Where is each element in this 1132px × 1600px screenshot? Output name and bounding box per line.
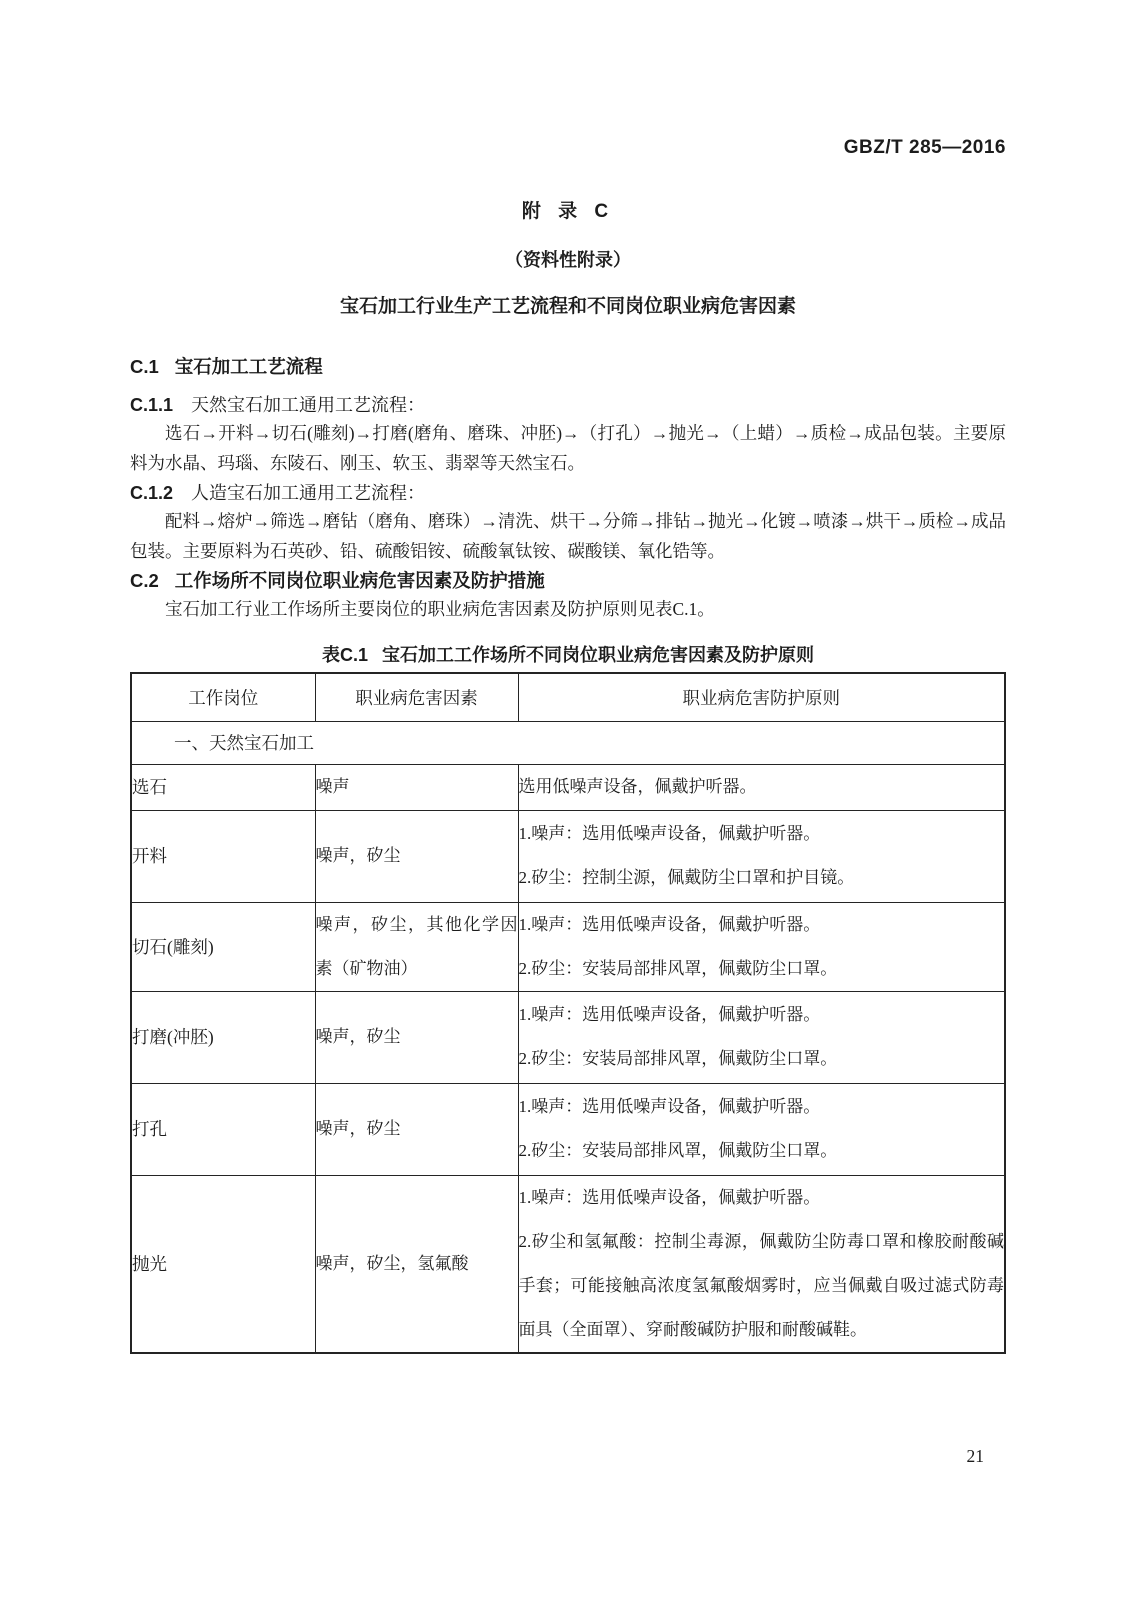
measures-cell [518,1083,1005,1175]
measures-cell [518,1175,1005,1353]
measures-cell [518,991,1005,1083]
post-cell: 选石 [131,764,315,810]
clause-c12-paragraph: 配料→熔炉→筛选→磨钻（磨角、磨珠）→清洗、烘干→分筛→排钻→抛光→化镀→喷漆→烘干→质检→成品包装。主要原料为石英砂、铅、硫酸铝铵、硫酸氧钛铵、碳酸镁、氧化锆等。 [130,511,1006,561]
table-caption [130,642,1006,668]
clause-c11-heading [130,392,1006,418]
clause-c11-paragraph: 选石→开料→切石(雕刻)→打磨(磨角、磨珠、冲胚)→（打孔）→抛光→（上蜡）→质检→成品包装。主要原料为水晶、玛瑙、东陵石、刚玉、软玉、翡翠等天然宝石。 [130,423,1006,473]
clause-c12-heading [130,480,1006,506]
measures-cell [518,810,1005,902]
measure-line: 1.噪声：选用低噪声设备，佩戴护听器。 [518,1187,821,1207]
appendix-note: （资料性附录） [505,250,631,270]
appendix-label: 附 录 C [521,201,615,222]
standard-number: GBZ/T 285—2016 [843,137,1006,158]
clause-c11-title: 天然宝石加工通用工艺流程： [191,395,426,415]
table-header-row [131,673,1005,721]
measure-line: 1.噪声：选用低噪声设备，佩戴护听器。 [518,1005,821,1024]
measure-line: 2.矽尘：安装局部排风罩，佩戴防尘口罩。 [518,1049,838,1068]
clause-c2-title: 工作场所不同岗位职业病危害因素及防护措施 [174,570,545,591]
table-section-row [131,721,1005,764]
clause-c2-paragraph: 宝石加工行业工作场所主要岗位的职业病危害因素及防护原则见表C.1。 [165,599,715,619]
clause-c12-title: 人造宝石加工通用工艺流程： [191,483,426,503]
measures-cell [518,764,1005,810]
measures-cell [518,902,1005,991]
measure-line: 2.矽尘和氢氟酸：控制尘毒源，佩戴防尘防毒口罩和橡胶耐酸碱手套；可能接触高浓度氢氟酸烟雾时，应当佩戴自吸过滤式防毒面具（全面罩）、穿耐酸碱防护服和耐酸碱鞋。 [518,1231,1004,1339]
column-header-measures: 职业病危害防护原则 [518,673,1005,721]
hazard-cell: 噪声，矽尘 [315,991,518,1083]
table-row [131,991,1005,1083]
table-row [131,1175,1005,1353]
clause-c1-number: C.1 [130,356,159,377]
measure-line: 2.矽尘：安装局部排风罩，佩戴防尘口罩。 [518,1141,838,1160]
measure-line: 1.噪声：选用低噪声设备，佩戴护听器。 [518,914,821,934]
clause-c2-number: C.2 [130,570,159,591]
measure-line: 1.噪声：选用低噪声设备，佩戴护听器。 [518,1097,821,1116]
table-row [131,764,1005,810]
hazard-cell: 噪声，矽尘 [315,810,518,902]
table-section-label: 一、天然宝石加工 [131,721,1005,764]
page-number: 21 [966,1446,984,1466]
table-row [131,902,1005,991]
clause-c1-heading [130,354,1006,380]
hazards-table [130,672,1006,1354]
post-cell: 抛光 [131,1175,315,1353]
table-caption-label: 表C.1 [321,645,368,665]
hazard-cell: 噪声 [315,764,518,810]
appendix-title: 宝石加工行业生产工艺流程和不同岗位职业病危害因素 [339,296,796,317]
post-cell: 打磨(冲胚) [131,991,315,1083]
measure-line: 2.矽尘：安装局部排风罩，佩戴防尘口罩。 [518,958,838,978]
clause-c11-number: C.1.1 [130,395,174,415]
hazard-cell: 噪声，矽尘，其他化学因素（矿物油） [315,902,518,991]
post-cell: 打孔 [131,1083,315,1175]
post-cell: 切石(雕刻) [131,902,315,991]
table-caption-text: 宝石加工工作场所不同岗位职业病危害因素及防护原则 [382,645,814,665]
table-row [131,1083,1005,1175]
measure-line: 选用低噪声设备，佩戴护听器。 [518,777,757,796]
hazard-cell: 噪声，矽尘 [315,1083,518,1175]
clause-c2-heading [130,568,1006,594]
measure-line: 1.噪声：选用低噪声设备，佩戴护听器。 [518,824,821,843]
table-row [131,810,1005,902]
column-header-hazards: 职业病危害因素 [315,673,518,721]
measure-line: 2.矽尘：控制尘源，佩戴防尘口罩和护目镜。 [518,868,855,887]
column-header-post: 工作岗位 [131,673,315,721]
clause-c1-title: 宝石加工工艺流程 [174,356,323,377]
clause-c12-number: C.1.2 [130,483,174,503]
post-cell: 开料 [131,810,315,902]
hazard-cell: 噪声，矽尘，氢氟酸 [315,1175,518,1353]
